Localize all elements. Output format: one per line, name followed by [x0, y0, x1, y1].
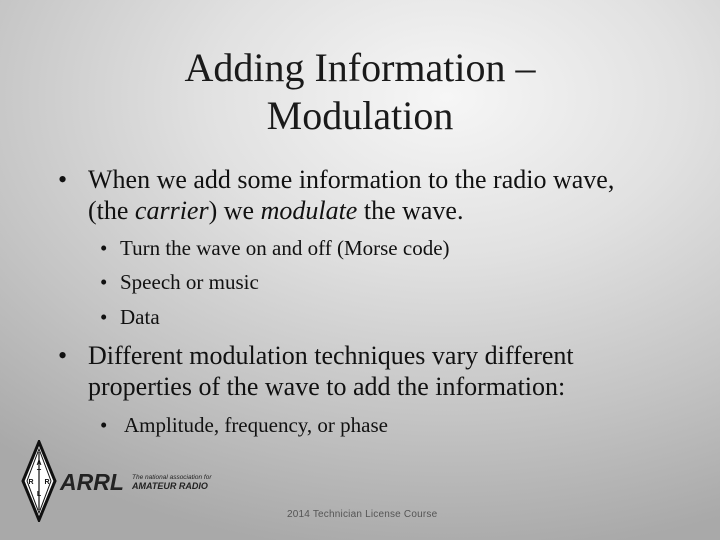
bullet-2-line-2: properties of the wave to add the information:: [88, 372, 566, 401]
svg-text:R: R: [44, 479, 50, 486]
bullet-1-line-2-part-c: the wave.: [357, 196, 464, 225]
arrl-logo: [20, 440, 240, 522]
svg-text:R: R: [28, 479, 34, 486]
sub-bullet-text: Turn the wave on and off (Morse code): [120, 236, 450, 260]
modulate-term: modulate: [260, 196, 358, 225]
sub-bullet-marker: •: [100, 305, 108, 329]
svg-text:A: A: [36, 460, 42, 467]
sub-bullet-marker: •: [100, 270, 108, 294]
bullet-1-line-1: When we add some information to the radio wave,: [88, 165, 615, 194]
svg-text:T: T: [36, 469, 42, 476]
bullet-1-marker: •: [58, 165, 68, 194]
arrl-tagline-line-1: The national association for: [132, 474, 212, 481]
bullet-2-marker: •: [58, 341, 68, 370]
slide-title-line-1: Adding Information –: [184, 45, 536, 90]
bullet-1-text: [88, 164, 688, 226]
carrier-term: carrier: [134, 196, 209, 225]
sub-bullet-text: Amplitude, frequency, or phase: [124, 413, 388, 437]
sub-bullet-text: Speech or music: [120, 270, 259, 294]
bullet-1-line-2: [88, 195, 688, 226]
bullet-1-line-2-part-b: ) we: [208, 196, 261, 225]
arrl-diamond-icon: [23, 442, 55, 520]
slide-title: [90, 44, 630, 140]
svg-text:L: L: [36, 491, 42, 498]
arrl-tagline-line-2: AMATEUR RADIO: [132, 481, 208, 491]
arrl-wordmark: ARRL: [60, 469, 124, 495]
bullet-2-text: [88, 340, 688, 402]
sub-bullet-marker: •: [100, 413, 108, 437]
sub-bullet-marker: •: [100, 236, 108, 260]
slide-title-line-2: Modulation: [266, 93, 454, 138]
sub-bullet-text: Data: [120, 305, 160, 329]
bullet-1-line-2-part-a: (the: [88, 196, 135, 225]
footer-course-label: 2014 Technician License Course: [287, 509, 438, 520]
bullet-2-line-1: Different modulation techniques vary different: [88, 341, 574, 370]
